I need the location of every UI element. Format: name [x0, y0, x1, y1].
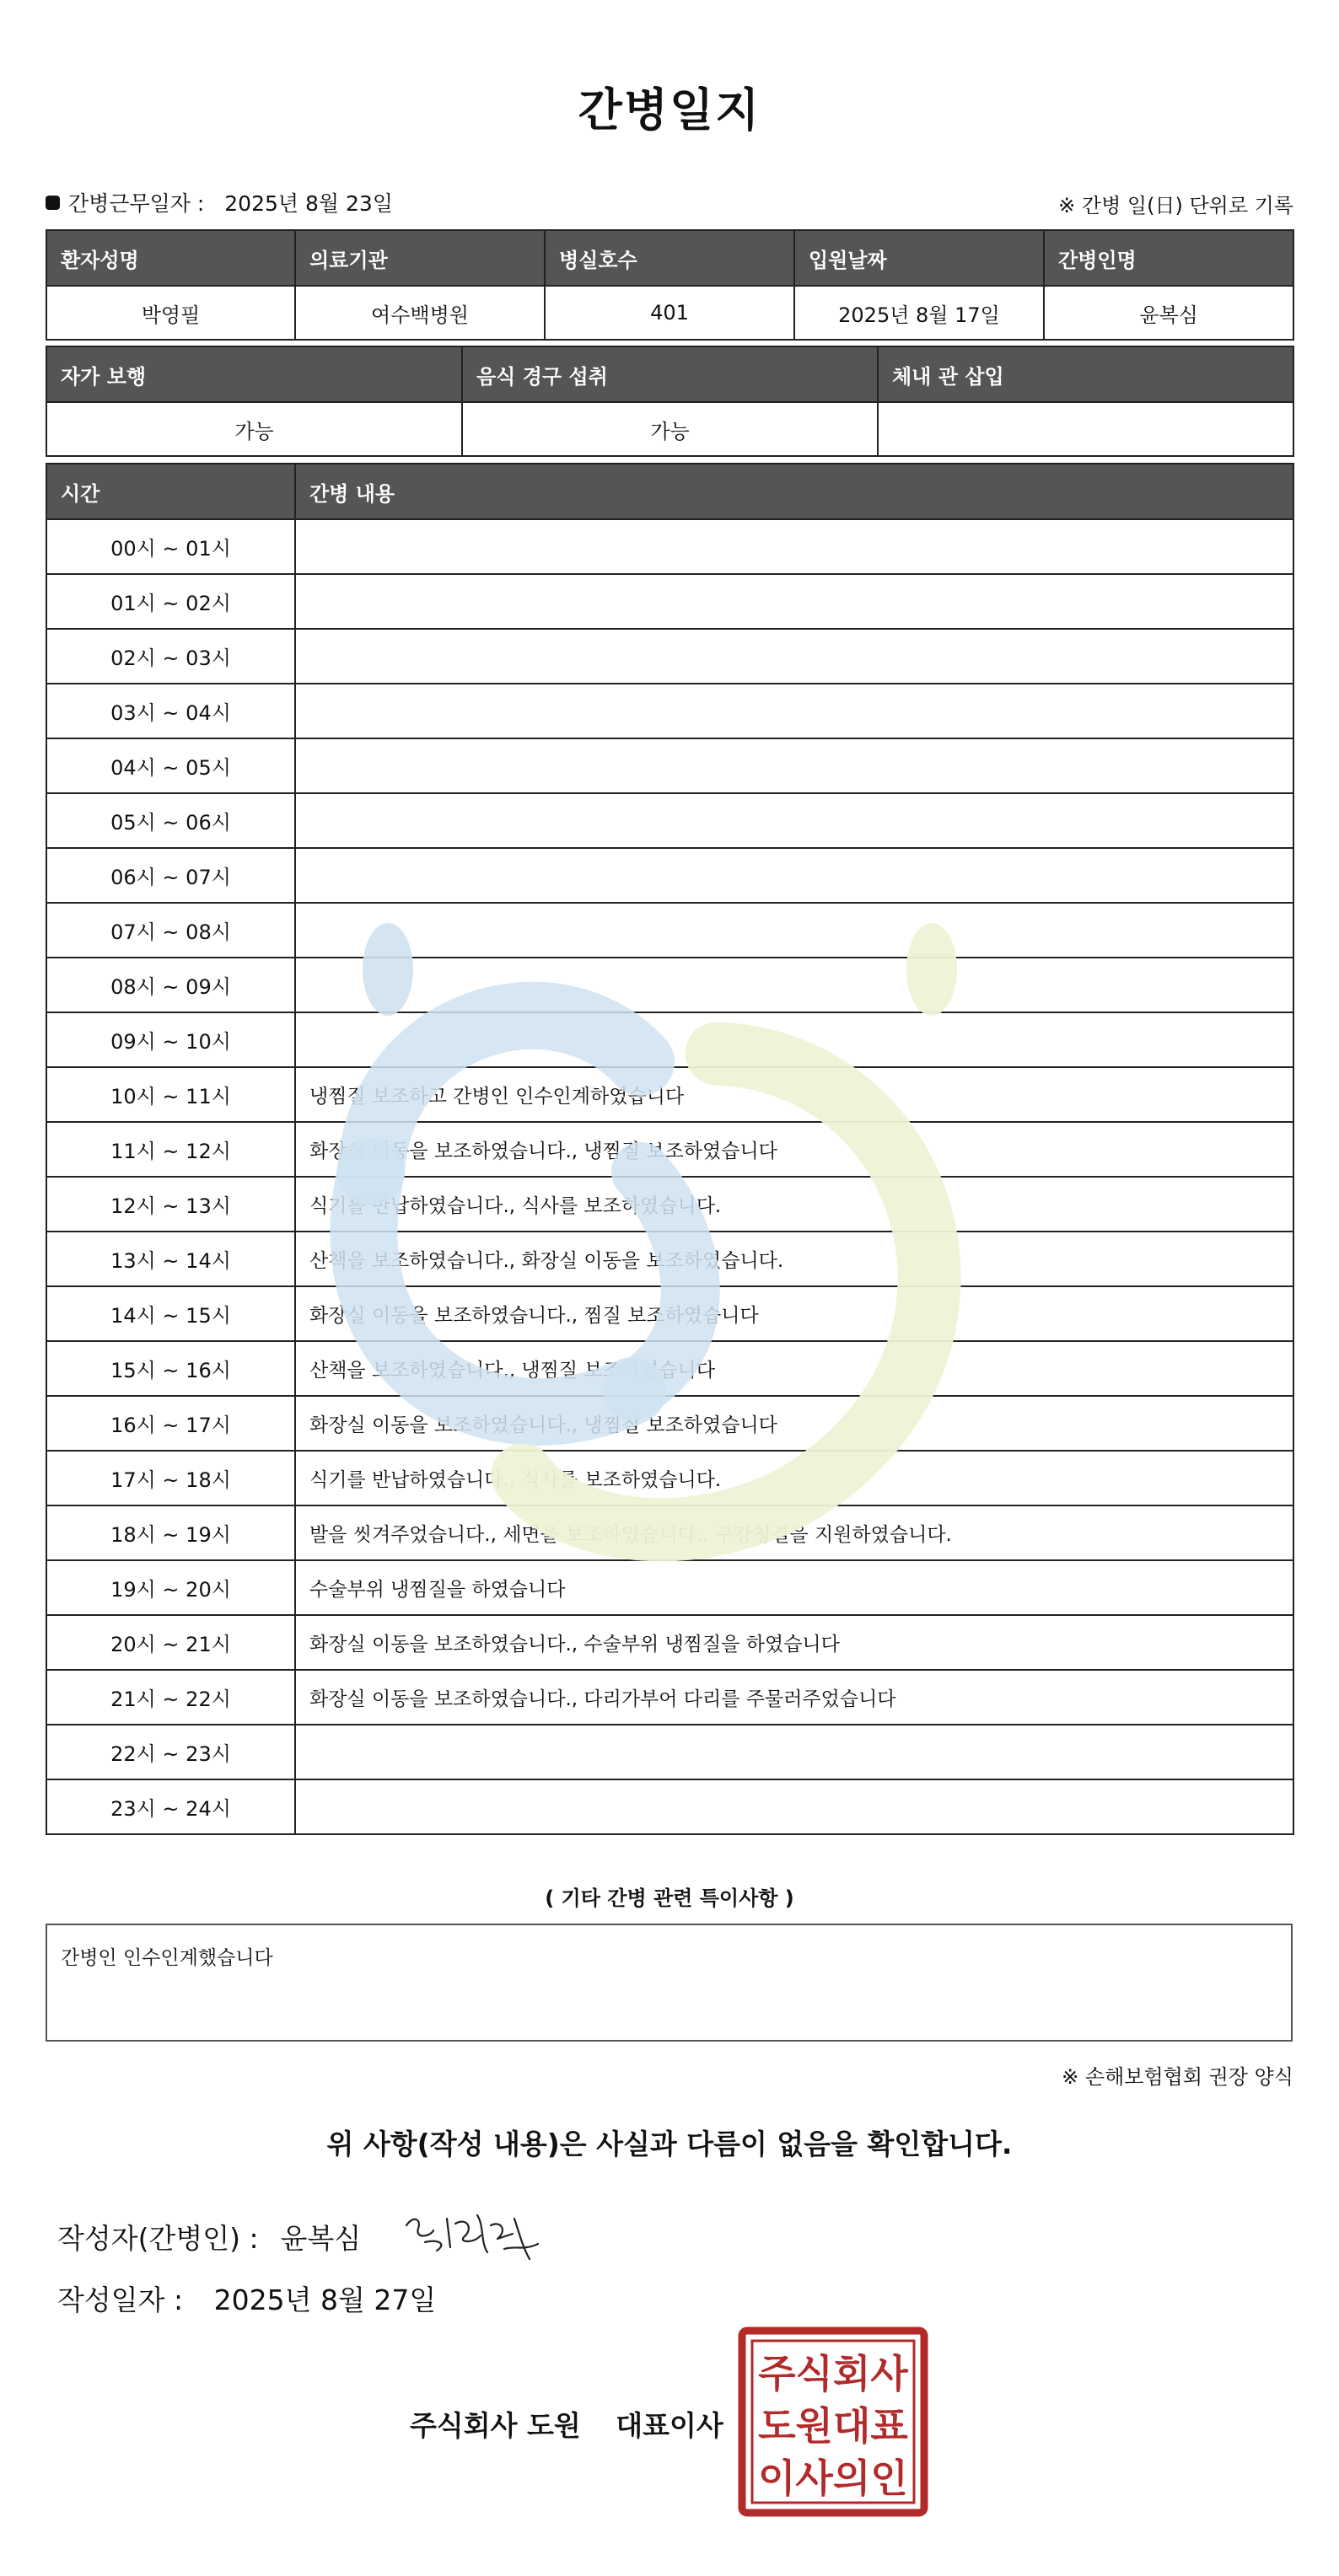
patient-status-table — [46, 346, 1294, 457]
company-signature-line — [410, 2404, 723, 2444]
log-content — [295, 793, 1293, 848]
unit-note: ※ 간병 일(日) 단위로 기록 — [1058, 194, 1293, 217]
special-notes-content: 간병인 인수인계했습니다 — [61, 1947, 273, 1969]
log-time: 14시 ~ 15시 — [46, 1286, 295, 1341]
form-footnote: ※ 손해보험협회 권장 양식 — [1062, 2065, 1293, 2089]
table-row — [46, 903, 1293, 958]
header-admission-date: 입원날짜 — [794, 230, 1044, 286]
log-time: 07시 ~ 08시 — [46, 903, 295, 958]
table-row — [46, 574, 1293, 629]
log-content: 화장실 이동을 보조하였습니다., 냉찜질 보조하였습니다 — [295, 1396, 1293, 1451]
table-row — [46, 519, 1293, 574]
log-time: 12시 ~ 13시 — [46, 1177, 295, 1232]
table-row — [46, 1396, 1293, 1451]
header-hospital: 의료기관 — [295, 230, 545, 286]
log-content — [295, 519, 1293, 574]
log-content: 발을 씻겨주었습니다., 세면을 보조하였습니다., 구강청결을 지원하였습니다. — [295, 1505, 1293, 1560]
table-row — [46, 1451, 1293, 1505]
special-notes-title: ( 기타 간병 관련 특이사항 ) — [545, 1886, 794, 1910]
table-row — [46, 684, 1293, 738]
table-row — [46, 1122, 1293, 1177]
write-date-row — [57, 2278, 436, 2318]
caregiver-name: 윤복심 — [1044, 286, 1293, 340]
log-content — [295, 1012, 1293, 1067]
table-row — [46, 1067, 1293, 1122]
table-row — [46, 1012, 1293, 1067]
confirmation-statement: 위 사항(작성 내용)은 사실과 다름이 없음을 확인합니다. — [326, 2128, 1013, 2160]
hospital: 여수백병원 — [295, 286, 545, 340]
table-row — [46, 848, 1293, 903]
log-time: 01시 ~ 02시 — [46, 574, 295, 629]
log-time: 11시 ~ 12시 — [46, 1122, 295, 1177]
header-time: 시간 — [46, 464, 295, 519]
patient-name: 박영필 — [46, 286, 295, 340]
table-row — [46, 1286, 1293, 1341]
table-row — [46, 1670, 1293, 1725]
table-row — [46, 738, 1293, 793]
svg-text:이사의인: 이사의인 — [758, 2455, 908, 2501]
work-date-value: 2025년 8월 23일 — [224, 191, 393, 216]
page-title: 간병일지 — [578, 83, 761, 137]
log-time: 04시 ~ 05시 — [46, 738, 295, 793]
header-oral-intake: 음식 경구 섭취 — [462, 346, 878, 402]
bullet-icon — [46, 196, 60, 210]
log-time: 06시 ~ 07시 — [46, 848, 295, 903]
work-date-row — [46, 187, 393, 217]
header-caregiver-name: 간병인명 — [1044, 230, 1293, 286]
table-row — [46, 1560, 1293, 1615]
header-patient-name: 환자성명 — [46, 230, 295, 286]
log-content: 화장실 이동을 보조하였습니다., 다리가부어 다리를 주물러주었습니다 — [295, 1670, 1293, 1725]
log-content: 식기를 반납하였습니다., 식사를 보조하였습니다. — [295, 1177, 1293, 1232]
log-content: 화장실 이동을 보조하였습니다., 수술부위 냉찜질을 하였습니다 — [295, 1615, 1293, 1670]
table-row — [46, 1615, 1293, 1670]
log-time: 17시 ~ 18시 — [46, 1451, 295, 1505]
header-care-content: 간병 내용 — [295, 464, 1293, 519]
writer-name: 윤복심 — [280, 2222, 362, 2255]
write-date-label: 작성일자 : — [57, 2284, 184, 2316]
table-row — [46, 1232, 1293, 1286]
log-time: 19시 ~ 20시 — [46, 1560, 295, 1615]
care-log-table — [46, 463, 1294, 1835]
log-content — [295, 903, 1293, 958]
log-content — [295, 1725, 1293, 1779]
table-row — [46, 793, 1293, 848]
write-date-value: 2025년 8월 27일 — [213, 2284, 437, 2316]
company-rep-title: 대표이사 — [616, 2409, 723, 2442]
work-date-label: 간병근무일자 : — [68, 191, 205, 216]
log-time: 22시 ~ 23시 — [46, 1725, 295, 1779]
table-row — [46, 1505, 1293, 1560]
table-row — [46, 958, 1293, 1012]
log-content — [295, 848, 1293, 903]
log-content: 화장실 이동을 보조하였습니다., 냉찜질 보조하였습니다 — [295, 1122, 1293, 1177]
log-content — [295, 574, 1293, 629]
log-content: 식기를 반납하였습니다., 식사를 보조하였습니다. — [295, 1451, 1293, 1505]
log-time: 21시 ~ 22시 — [46, 1670, 295, 1725]
header-tube-insertion: 체내 관 삽입 — [878, 346, 1293, 402]
writer-row — [57, 2217, 361, 2257]
oral-intake-value: 가능 — [462, 402, 878, 456]
log-time: 16시 ~ 17시 — [46, 1396, 295, 1451]
table-row — [46, 1725, 1293, 1779]
log-time: 13시 ~ 14시 — [46, 1232, 295, 1286]
log-content: 수술부위 냉찜질을 하였습니다 — [295, 1560, 1293, 1615]
log-time: 20시 ~ 21시 — [46, 1615, 295, 1670]
admission-date: 2025년 8월 17일 — [794, 286, 1044, 340]
log-content: 화장실 이동을 보조하였습니다., 찜질 보조하였습니다 — [295, 1286, 1293, 1341]
company-seal-stamp — [738, 2326, 928, 2517]
log-time: 00시 ~ 01시 — [46, 519, 295, 574]
log-content — [295, 738, 1293, 793]
log-time: 09시 ~ 10시 — [46, 1012, 295, 1067]
self-walking-value: 가능 — [46, 402, 462, 456]
log-content: 냉찜질 보조하고 간병인 인수인계하였습니다 — [295, 1067, 1293, 1122]
log-content — [295, 1779, 1293, 1834]
tube-insertion-value — [878, 402, 1293, 456]
special-notes-box — [46, 1924, 1293, 2042]
table-row — [46, 1177, 1293, 1232]
company-name: 주식회사 도원 — [410, 2409, 581, 2442]
log-time: 08시 ~ 09시 — [46, 958, 295, 1012]
handwritten-signature — [396, 2200, 548, 2267]
writer-label: 작성자(간병인) : — [57, 2222, 259, 2255]
table-row — [46, 1341, 1293, 1396]
log-content: 산책을 보조하였습니다., 화장실 이동을 보조하였습니다. — [295, 1232, 1293, 1286]
log-time: 10시 ~ 11시 — [46, 1067, 295, 1122]
log-time: 15시 ~ 16시 — [46, 1341, 295, 1396]
log-time: 05시 ~ 06시 — [46, 793, 295, 848]
header-room-number: 병실호수 — [545, 230, 794, 286]
log-content: 산책을 보조하였습니다., 냉찜질 보조하였습니다 — [295, 1341, 1293, 1396]
room-number: 401 — [545, 286, 794, 340]
log-time: 18시 ~ 19시 — [46, 1505, 295, 1560]
log-content — [295, 684, 1293, 738]
log-content — [295, 629, 1293, 684]
table-row — [46, 1779, 1293, 1834]
log-time: 03시 ~ 04시 — [46, 684, 295, 738]
svg-text:주식회사: 주식회사 — [758, 2351, 908, 2396]
log-time: 02시 ~ 03시 — [46, 629, 295, 684]
patient-info-table — [46, 229, 1294, 341]
header-self-walking: 자가 보행 — [46, 346, 462, 402]
log-time: 23시 ~ 24시 — [46, 1779, 295, 1834]
table-row — [46, 629, 1293, 684]
svg-text:도원대표: 도원대표 — [758, 2403, 908, 2449]
log-content — [295, 958, 1293, 1012]
